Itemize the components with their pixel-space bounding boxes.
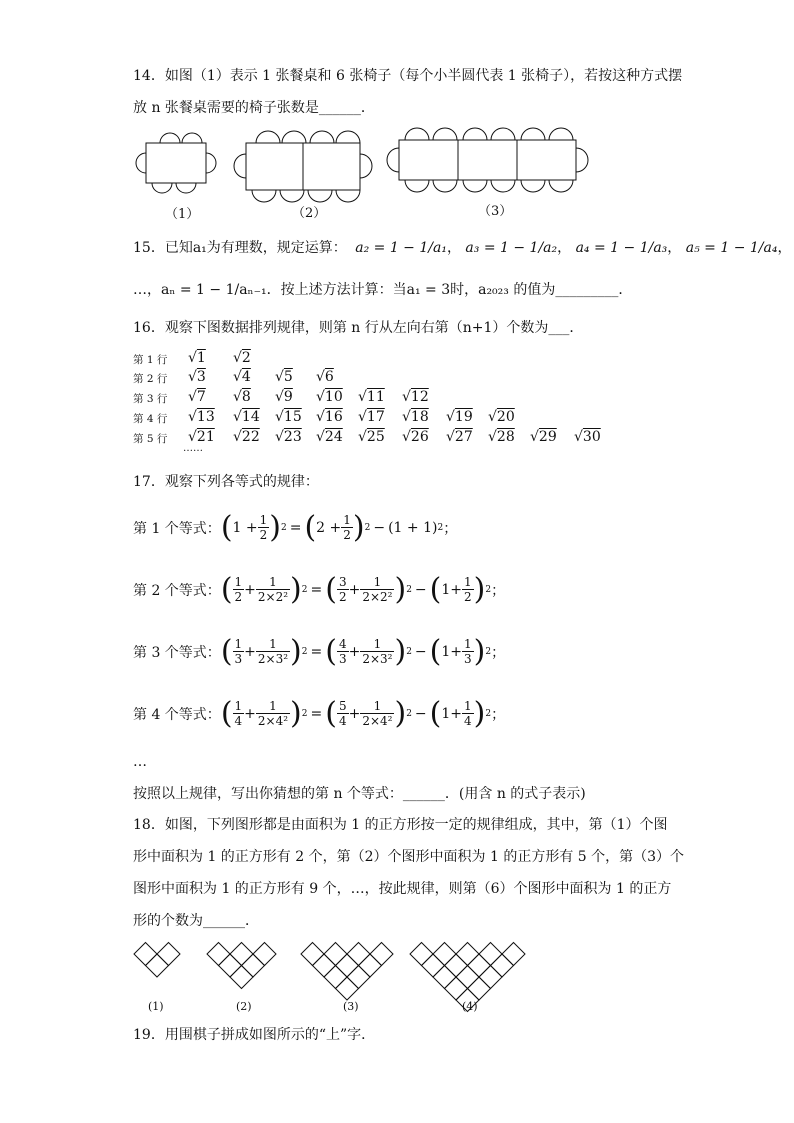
unit-square: [370, 943, 393, 966]
sqrt-cell: √11: [358, 389, 385, 405]
q16-ellipsis: ……: [183, 443, 203, 454]
q14-caption-1: （1）: [165, 207, 200, 222]
q18-caption-2: (2): [236, 1000, 252, 1013]
unit-square: [134, 943, 157, 966]
row-label-3: 第 3 行: [133, 393, 168, 405]
sqrt-cell: √15: [275, 409, 302, 425]
unit-square: [324, 943, 347, 966]
sqrt-cell: √30: [574, 429, 601, 445]
sqrt-cell: √29: [530, 429, 557, 445]
eq4-label: 第 4 个等式：: [133, 706, 221, 723]
unit-square: [445, 977, 468, 1000]
sqrt-cell: √6: [316, 369, 334, 385]
row-label-2: 第 2 行: [133, 373, 168, 385]
sqrt-cell: √9: [275, 389, 293, 405]
unit-square: [410, 943, 433, 966]
q17-text-line1: 17．观察下列各等式的规律：: [133, 474, 319, 490]
sqrt-cell: √7: [188, 389, 206, 405]
unit-square: [468, 977, 491, 1000]
unit-square: [230, 943, 253, 966]
q18-caption-4: (4): [462, 1000, 478, 1013]
q18-caption-3: (3): [343, 1000, 359, 1013]
equation-4: 第 4 个等式： ( $\frac{1}{4}$ + $\frac{1}{\text{2×4²}}$ ) 2 = ( $\frac{5}{4}$ + $\frac{1}{\text{2×4²}}$ ) 2 − ( 1+ $\frac{1}{4}$ ) 2 ；: [133, 696, 506, 731]
unit-square: [502, 943, 525, 966]
unit-square: [479, 943, 502, 966]
q15-text-line2: …，aₙ = 1 − 1/aₙ₋₁．按上述方法计算：当a₁ = 3时，a₂₀₂₃ 的值为_________．: [133, 282, 633, 298]
sqrt-cell: √23: [275, 429, 302, 445]
q18-text-line3: 图形中面积为 1 的正方形有 9 个，…，按此规律，则第（6）个图形中面积为 1 的正方: [133, 881, 672, 897]
unit-square: [313, 954, 336, 977]
q15-text-line1: 15．已知a₁为有理数，规定运算： a₂ = 1 − 1/a₁， a₃ = 1 − 1/a₂， a₄ = 1 − 1/a₃， a₅ = 1 − 1/a₄，: [133, 240, 792, 256]
q14-caption-2: （2）: [292, 206, 327, 221]
unit-square: [207, 943, 230, 966]
sqrt-cell: √28: [488, 429, 515, 445]
unit-square: [336, 954, 359, 977]
sqrt-cell: √2: [233, 350, 251, 366]
sqrt-cell: √3: [188, 369, 206, 385]
unit-square: [253, 943, 276, 966]
unit-square: [347, 943, 370, 966]
unit-square: [219, 954, 242, 977]
sqrt-cell: √4: [233, 369, 251, 385]
q19-text-line1: 19．用围棋子拼成如图所示的“上”字．: [133, 1027, 376, 1043]
sqrt-cell: √18: [402, 409, 429, 425]
q15-term-3: a₃ = 1 − 1/a₂: [465, 240, 558, 256]
q18-text-line4: 形的个数为______．: [133, 913, 259, 929]
unit-square: [242, 954, 265, 977]
unit-square: [359, 954, 382, 977]
sqrt-cell: √10: [316, 389, 343, 405]
unit-square: [336, 977, 359, 1000]
equation-2: 第 2 个等式： ( $\frac{1}{2}$ + $\frac{1}{\text{2×2²}}$ ) 2 = ( $\frac{3}{2}$ + $\frac{1}{\text{2×2²}}$ ) 2 − ( 1+ $\frac{1}{2}$ ) 2 ；: [133, 572, 506, 607]
unit-square: [479, 966, 502, 989]
equation-1: 第 1 个等式： ( 1 + $\frac{1}{2}$ ) 2 = ( 2 + $\frac{1}{2}$ ) 2 − (1 + 1) 2 ；: [133, 510, 458, 545]
eq3-label: 第 3 个等式：: [133, 644, 221, 661]
eq2-label: 第 2 个等式：: [133, 582, 221, 599]
unit-square: [456, 943, 479, 966]
q18-caption-1: (1): [148, 1000, 164, 1013]
q18-text-line1: 18．如图，下列图形都是由面积为 1 的正方形按一定的规律组成，其中，第（1）个图: [133, 817, 668, 833]
q14-caption-3: （3）: [478, 204, 513, 219]
sqrt-cell: √26: [402, 429, 429, 445]
sqrt-cell: √21: [188, 429, 215, 445]
sqrt-cell: √16: [316, 409, 343, 425]
sqrt-cell: √14: [233, 409, 260, 425]
unit-square: [468, 954, 491, 977]
q16-text-line1: 16．观察下图数据排列规律，则第 n 行从左向右第（n+1）个数为___．: [133, 320, 584, 336]
sqrt-cell: √25: [358, 429, 385, 445]
row-label-4: 第 4 行: [133, 413, 168, 425]
q15-term-4: a₄ = 1 − 1/a₃: [575, 240, 668, 256]
q18-text-line2: 形中面积为 1 的正方形有 2 个，第（2）个图形中面积为 1 的正方形有 5 个，第（3）个: [133, 849, 685, 865]
sqrt-cell: √20: [488, 409, 515, 425]
row-label-1: 第 1 行: [133, 354, 168, 366]
sqrt-cell: √5: [275, 369, 293, 385]
sqrt-cell: √13: [188, 409, 215, 425]
unit-square: [422, 954, 445, 977]
sqrt-cell: √27: [446, 429, 473, 445]
sqrt-cell: √24: [316, 429, 343, 445]
q17-conclusion: 按照以上规律，写出你猜想的第 n 个等式：______．(用含 n 的式子表示): [133, 786, 586, 802]
unit-square: [157, 943, 180, 966]
equation-3: 第 3 个等式： ( $\frac{1}{3}$ + $\frac{1}{\text{2×3²}}$ ) 2 = ( $\frac{4}{3}$ + $\frac{1}{\text{2×3²}}$ ) 2 − ( 1+ $\frac{1}{3}$ ) 2 ；: [133, 634, 506, 669]
unit-square: [491, 954, 514, 977]
sqrt-cell: √12: [402, 389, 429, 405]
eq1-label: 第 1 个等式：: [133, 520, 221, 537]
unit-square: [433, 966, 456, 989]
unit-square: [445, 954, 468, 977]
unit-square: [324, 966, 347, 989]
unit-square: [301, 943, 324, 966]
sqrt-cell: √8: [233, 389, 251, 405]
sqrt-cell: √17: [358, 409, 385, 425]
sqrt-cell: √22: [233, 429, 260, 445]
q15-term-5: a₅ = 1 − 1/a₄: [685, 240, 778, 256]
q14-text-line1: 14．如图（1）表示 1 张餐桌和 6 张椅子（每个小半圆代表 1 张椅子），若按这种方式摆: [133, 68, 683, 84]
unit-square: [433, 943, 456, 966]
unit-square: [347, 966, 370, 989]
unit-square: [146, 954, 169, 977]
sqrt-cell: √19: [446, 409, 473, 425]
q14-text-line2: 放 n 张餐桌需要的椅子张数是______．: [133, 100, 375, 116]
row-label-5: 第 5 行: [133, 433, 168, 445]
sqrt-cell: √1: [188, 350, 206, 366]
q15-term-2: a₂ = 1 − 1/a₁: [355, 240, 447, 256]
unit-square: [456, 966, 479, 989]
q17-dots: …: [133, 754, 147, 770]
unit-square: [230, 966, 253, 989]
q15-intro: 15．已知a₁为有理数，规定运算：: [133, 240, 347, 256]
